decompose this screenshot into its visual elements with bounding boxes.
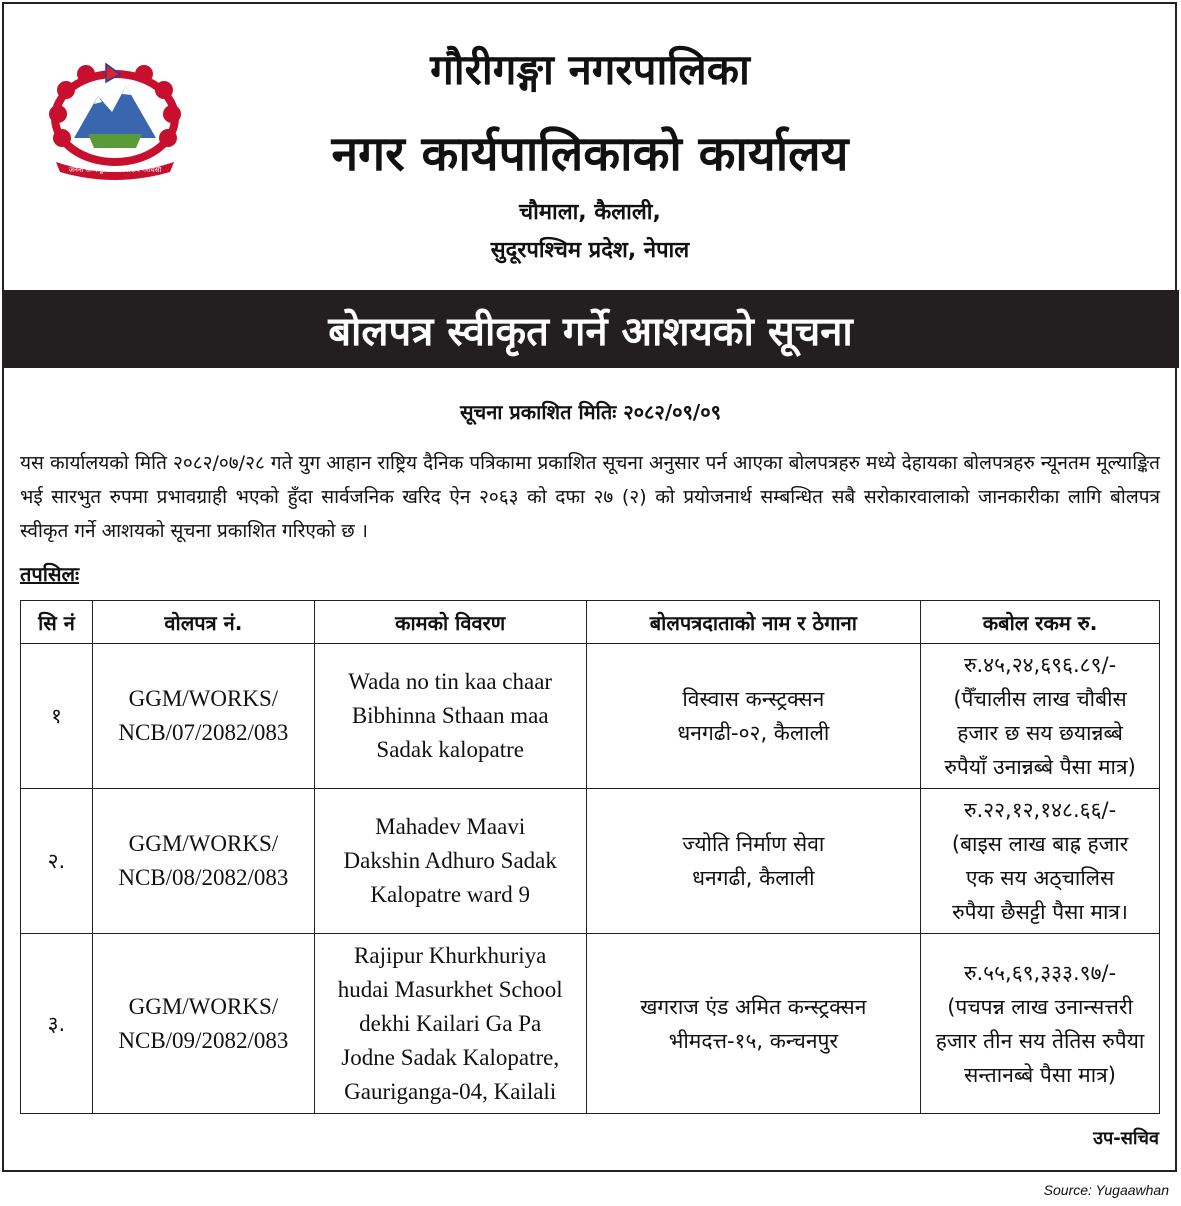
cell-amount-line: एक सय अठ्चालिस — [965, 866, 1115, 890]
cell-bid-number — [92, 789, 314, 934]
cell-bid-number-line: GGM/WORKS/ — [128, 686, 279, 711]
cell-amount-line: रु.४५,२४,६९६.८९/- — [963, 653, 1117, 677]
cell-work-description-line: Sadak kalopatre — [376, 737, 524, 762]
emblem-motto: जननी जन्मभूमिश्च स्वर्गादपि गरीयसी — [68, 166, 162, 174]
cell-amount-line: (पचपन्न लाख उनान्सत्तरी — [947, 994, 1133, 1019]
cell-work-description — [314, 644, 586, 789]
address-line-2: सुदूरपश्चिम प्रदेश, नेपाल — [490, 238, 690, 263]
published-date: सूचना प्रकाशित मितिः २०८२/०९/०९ — [459, 400, 722, 424]
cell-bidder-line: धनगढी-०२, कैलाली — [677, 721, 830, 745]
cell-amount-line: रु.५५,६९,३३३.९७/- — [963, 960, 1117, 985]
cell-serial-value: ३. — [47, 1011, 66, 1036]
cell-work-description-line: Rajipur Khurkhuriya — [354, 942, 547, 968]
cell-amount-line: रुपैयाँ उनान्नब्बे पैसा मात्र) — [944, 755, 1136, 779]
cell-bidder-line: भीमदत्त-१५, कन्चनपुर — [668, 1028, 839, 1053]
cell-work-description-line: Kalopatre ward 9 — [370, 882, 531, 907]
header-bid-number: वोलपत्र नं. — [92, 601, 314, 644]
header-work-description: कामको विवरण — [314, 601, 586, 644]
cell-amount-line: (बाइस लाख बाह्र हजार — [951, 832, 1129, 856]
office-name: नगर कार्यपालिकाको कार्यालय — [331, 126, 849, 182]
table-row — [21, 934, 1160, 1114]
cell-bid-number — [92, 644, 314, 789]
municipality-name: गौरीगङ्गा नगरपालिका — [430, 45, 750, 94]
cell-bidder — [586, 934, 921, 1114]
cell-work-description-line: Gauriganga-04, Kailali — [344, 1078, 557, 1104]
cell-amount — [921, 789, 1160, 934]
cell-amount-line: (पैँचालीस लाख चौबीस — [953, 687, 1127, 711]
cell-amount-line: सन्तानब्बे पैसा मात्र) — [964, 1062, 1116, 1087]
header-serial: सि नं — [21, 601, 93, 644]
cell-bid-number-line: NCB/08/2082/083 — [118, 865, 289, 890]
cell-amount-line: रु.२२,१२,१४८.६६/- — [963, 798, 1117, 822]
cell-serial-value: १ — [50, 704, 62, 728]
cell-bidder-line: ज्योति निर्माण सेवा — [682, 832, 825, 856]
cell-bid-number-line: NCB/07/2082/083 — [118, 720, 289, 745]
cell-bidder-line: धनगढी, कैलाली — [692, 866, 815, 890]
notice-title: बोलपत्र स्वीकृत गर्ने आशयको सूचना — [328, 308, 853, 355]
source-credit: Source: Yugaawhan — [1043, 1182, 1169, 1198]
cell-work-description-line: dekhi Kailari Ga Pa — [359, 1010, 542, 1036]
cell-work-description — [314, 789, 586, 934]
cell-work-description-line: Jodne Sadak Kalopatre, — [341, 1044, 560, 1070]
cell-serial — [21, 789, 93, 934]
cell-serial-value: २. — [47, 849, 66, 873]
cell-work-description-line: Dakshin Adhuro Sadak — [343, 848, 557, 873]
cell-work-description-line: Mahadev Maavi — [375, 814, 526, 839]
address-line-1: चौमाला, कैलाली, — [519, 200, 661, 225]
cell-serial — [21, 644, 93, 789]
header-amount: कबोल रकम रु. — [921, 601, 1160, 644]
table-header-row — [21, 601, 1160, 644]
cell-bidder-line: विस्वास कन्स्ट्रक्सन — [682, 687, 825, 711]
notice-body: यस कार्यालयको मिति २०८२/०७/२८ गते युग आहान राष्ट्रिय दैनिक पत्रिकामा प्रकाशित सूचना अनुसार पर्न आएका बोलपत्रहरु मध्ये देहायका बोलपत्रहरु न्यूनतम मूल्याङ्कित भई सारभुत रुपमा प्रभावग्राही भएको हुँदा सार्वजनिक खरिद ऐन २०६३ को दफा २७ (२) को प्रयोजनार्थ सम्बन्धित सबै सरोकारवालाको जानकारीका लागि बोलपत्र स्वीकृत गर्ने आशयको सूचना प्रकाशित गरिएको छ । — [20, 452, 1160, 542]
notice-title-banner — [2, 290, 1179, 368]
header-bidder: बोलपत्रदाताको नाम र ठेगाना — [586, 601, 921, 644]
cell-work-description — [314, 934, 586, 1114]
table-row — [21, 789, 1160, 934]
signature-title: उप-सचिव — [1093, 1128, 1159, 1149]
cell-bidder-line: खगराज एंड अमित कन्स्ट्रक्सन — [640, 994, 867, 1019]
cell-work-description-line: hudai Masurkhet School — [337, 976, 563, 1002]
cell-amount-line: हजार छ सय छयान्नब्बे — [957, 721, 1123, 745]
schedule-label: तपसिलः — [20, 562, 80, 586]
cell-work-description-line: Wada no tin kaa chaar — [348, 669, 553, 694]
bid-table — [20, 600, 1160, 1114]
cell-bid-number-line: GGM/WORKS/ — [128, 831, 279, 856]
cell-bidder — [586, 644, 921, 789]
table-row — [21, 644, 1160, 789]
cell-work-description-line: Bibhinna Sthaan maa — [351, 703, 549, 728]
cell-amount — [921, 934, 1160, 1114]
cell-amount-line: रुपैया छैसट्टी पैसा मात्र। — [952, 900, 1128, 924]
cell-bid-number-line: GGM/WORKS/ — [128, 993, 279, 1019]
cell-bid-number-line: NCB/09/2082/083 — [118, 1027, 289, 1053]
cell-amount-line: हजार तीन सय तेतिस रुपैया — [935, 1028, 1145, 1053]
cell-bidder — [586, 789, 921, 934]
cell-bid-number — [92, 934, 314, 1114]
cell-serial — [21, 934, 93, 1114]
nepal-emblem-icon — [36, 52, 194, 184]
cell-amount — [921, 644, 1160, 789]
